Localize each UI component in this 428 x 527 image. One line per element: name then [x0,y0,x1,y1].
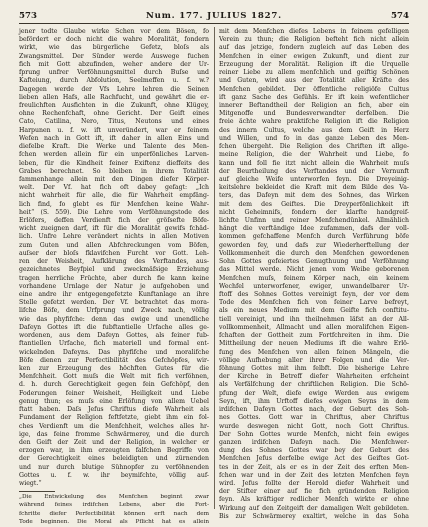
text-line: pfung der Welt, diefe ewige Werden aus ewigem [219,389,409,397]
text-line: fchen übergeht. Die Religion des Chriften ift allge- [219,143,409,151]
text-line: den Geift der Zeit und der Religion, in welcher er [19,438,209,446]
text-line: fich mit Gott abzufinden, weher andere der Ur- [19,60,209,68]
text-line: gezeichnetes Beyfpiel und zweckmäfsige Erziehung [19,266,209,274]
text-line: Gottes u. f. w. ihr beymifchte, völlig auf- [19,471,209,479]
text-line: lich find, fo glebt es für Menfchen keine Wahr- [19,200,209,208]
text-line: wiegt.“ [19,480,42,488]
footnote [19,494,209,527]
text-line: ches Verdienft um die Menfchheit, welches alles hr- [19,422,209,430]
text-line: d. h. durch Gerechtigkeit gegen fein Gefchöpf, den [19,381,209,389]
text-line: Menfchen Jefus derfelbe ewige Act des Geiftes Got- [219,455,409,463]
column-divider [214,27,215,509]
text-line: Menfchen gebildet. Der öffentliche religiöfe Cultus [219,85,409,93]
text-line: fprung unfrer Verföhnungsmittel durch Buſse und [19,69,209,77]
text-line: „Die Entwickelung des Menfchen beginnt zwar [19,494,209,501]
text-line: nes Gottes. Gott war in Chriftus, aber Chriftus [219,414,409,422]
text-line: föhnung Gottes mit ihm felbft. Die bisherige Lehre [219,364,409,372]
text-line: Tode des Menfchen fich von feiner Larve befreyt, [219,299,409,307]
text-line: lieben allen Hafs, alle Rachfucht, und gewährt die er- [19,93,209,101]
text-line: innerer Beftandtheil der Religion an fich, aber ein [219,101,409,109]
text-line: mit dem Menfchen diefes Lebens in feinem gefelligen [219,28,409,35]
text-line: wicht zueignen darf, ift für die Moralität gewifs fchäd- [19,225,209,233]
text-line: Foderungen feiner Weisheit, Heiligkeit und Liebe [19,389,209,397]
text-line: befördert er doch nicht die wahre Moralität, fondern [19,36,209,44]
footnote-separator [19,491,55,492]
text-line: während feines irdifchen Lebens, aber die Fort- [19,502,209,509]
text-line: der Stifter einer auf fie fich gründenden Religion [219,488,409,496]
text-line: nicht Geheimnifs, fondern der klarfte handgreif- [219,208,409,216]
text-line: Grabes berechnet. So bleiben in ihrem Totalität [19,167,209,175]
text-line: tiell vereinigt, und ihn theilnehmen läfst an der All- [219,315,409,323]
text-line: ren der Weisheit, Aufklärung des Verftandes, aus- [19,258,209,266]
text-line: Fundament der Religion feftfetzte, giebt ihm ein fol- [19,414,209,422]
text-line: ftoff des Sohnes Gottes vereinigt feyn, der vor dem [219,291,409,298]
text-line: der Kirche in Betreff diefer Wahrheiten erfcheint [219,373,409,381]
text-line: zum Guten und allen Abfchreckungen vom Böfen, [19,241,209,249]
text-line: fammenhange allein mit den Dingen diefer Körper- [19,175,209,183]
text-line: reiner Liebe zu allem menfchlich und geiftig Schönen [219,69,409,77]
text-line: ters, das Dafeyn mit dem des Sohnes, das Wirken [219,192,409,200]
text-line: welt. Der Vf. hat fich oft dabey gefagt: „Ich [19,184,209,192]
text-line: der Gerechtigkeit eines beleidigten und zürnenden [19,455,209,463]
text-line: ken zur Erzeugung des höchften Gutes für die [19,364,209,372]
text-line: Tode beginnen. Die Moral als Pflicht hat es allein [19,518,209,525]
text-line: Wechfel unterworfener, ewiger, unwandelbarer Ur- [219,282,409,290]
text-line: und Willen, und fo in das ganze Leben des Men- [219,134,409,142]
text-line: ganzen irdifchen Dafeyn nach. Die Menfchwer- [219,438,409,446]
issue-date-heading: Num. 177. JULIUS 1827. [146,11,282,21]
text-line: Harpunen u. f. w. ift unveründert, war er feinem [19,126,209,134]
text-line: wirkt, wie das bürgerliche Gefetz, bloſs als [19,44,209,52]
text-line: fchritte diefer Perfectibilität können erft nach dem [19,510,209,517]
text-line: Dagegen werde der Vfs Lehre lehren die Seinen [19,85,209,93]
text-line: Menfchheit. Gott muſs die Welt mit fich verföhnen, [19,373,209,381]
page-header [19,9,409,24]
text-line: das Mittel werde. Nicht jenen vom Weibe geborenen [219,266,409,274]
text-line: Verein zu thun; die Religion befteht fich nicht allein [219,36,409,44]
text-line: lich. Unfre Lehre verändert nichts in allen Motiven [19,233,209,241]
text-line: auf gleiche Weife unterworfen feyn. Die Dreyeinig- [219,175,409,183]
text-line: wurde deswegen nicht Gott, noch Gott Chriftus. [219,422,409,430]
text-line: hängt die verftändige Idee zufammen, dafs der voll- [219,225,409,233]
text-line: Vollkommenheit die durch den Menfchen gewordenen [219,249,409,257]
text-line: Cato, Catilina, Nero, Titus, Neutons und eines [19,118,209,126]
text-line: meine Religion, die der Wahrheit und Liebe, fo [219,151,409,159]
text-line: als ein neues Medium mit dem Geifte fich conftitu- [219,307,409,315]
text-line: kann und foll fie itzt nicht allein die Wahrheit muſs [219,159,409,167]
text-line: geworden fey, und dafs zur Wiederherftellung der [219,241,409,249]
text-line: des innern Cultus, welche aus dem Geift in Herz [219,126,409,134]
text-line: mit dem des Geiftes. Die Dreyperfönlichkeit ift [219,200,409,208]
page-number-right: 574 [391,11,409,21]
text-line: fchaften der Gottheit zum Fortfchreiten in ihm. Die [219,332,409,340]
page-number-left: 573 [19,11,37,21]
text-line: tes in der Zeit, als er es in der Zeit des erften Men- [219,463,409,471]
text-line: Mittheilung der neuen Mediums ift die wahre Erlö- [219,340,409,348]
text-line: Bis zur Schwärmerey exaltirt, welche in das Soha [219,512,409,520]
text-line: ohne Rechenfchaft, ohne Gericht. Der Geift eines [19,110,209,118]
text-line: nicht wahrheit für alle, die für Wahrheit empfäng- [19,192,209,200]
text-line: Seyn, ift, ihm Urftoff diefes ewigen Seyns in dem [219,397,409,405]
text-line: eine andre ihr entgegengefetzte Kunftanlage an ihre [19,291,209,298]
text-line: leben, für die Kindheit feiner Exiftenz dieffeits des [19,159,209,167]
text-line: tragen herrliche Früchte, aber durch fie kann keine [19,274,209,282]
text-line: als Verfälfchung der chriftlichen Religion. Die Schö- [219,381,409,389]
text-line: Wefen nach in Gott ift, ift daher in allen Eins und [19,134,209,142]
text-line: Kafteiung, durch Abfolution, Seelmeffen u. f. w.? [19,77,209,85]
text-line: und nur durch blutige Sühnopfer zu verföhnenden [19,463,209,471]
text-line: fung des Menfchen von allen feinen Mängeln, die [219,348,409,356]
text-line: freie ächte wahre praktifche Religion ift die Religion [219,118,409,126]
text-line: Sohn Gottes gefeiertes Genugthuung und Verföhnung [219,258,409,266]
text-line: der Beurtheilung des Verftandes und der Vernunft [219,167,409,175]
text-line: Wirkung auf den Zeitgeift der damaligen Welt gebildeten. [219,504,409,512]
text-line: wickelnden Dafeyns. Das phyfifche und moralifche [19,348,209,356]
text-line: keitslehre bekleidet die Kraft mit dem Bilde des Va- [219,184,409,192]
text-line: ftantiellen Urfache, fich materiell und formal ent- [19,340,209,348]
text-line: dung des Sohnes Gottes war bey der Geburt des [219,447,409,455]
text-line: ige, das feine fromme Schwärmerey, und die durch [19,430,209,438]
text-line: fchen war und in der Zeit des letzten Menfchen feyn [219,471,409,479]
text-line: auſser der bloſs fklavifchen Furcht vor Gott. Leh- [19,249,209,257]
text-line: Erlöfers, deffen Verdienft fich der gröſsefte Böfe- [19,217,209,225]
text-line: irdifchen Dafeyn Gottes nach, der Geburt des Soh- [219,406,409,414]
text-line: diefelbe Kraft. Die Werke und Talente des Men- [19,143,209,151]
text-line: vollkommenheit, Allmacht und allen moralifchen Eigen- [219,323,409,331]
text-line: feyn. Als kräftiger redlicher Menfch wirkte er ohne [219,496,409,504]
text-line: Mitgenoffe und Bundesverwandter derfelben. Die [219,110,409,118]
text-line: erzogen war, in ihm erzeugten falfchen Begriffe von [19,447,209,455]
text-line: Menfchen muſs, feinem Körper nach, ein keinem [219,274,409,282]
right-column [219,28,409,520]
text-line: jener todte Glaube wirke Schen vor dem Bösen, fo [19,28,209,35]
text-line: ftatt haben. Daſs Jefus Chriftus diefe Wahrheit als [19,406,209,414]
text-line: Erzeugung der Moralität. Religion ift die Urquelle [219,60,409,68]
text-line: völlige Aufhebung aller ihrer Folgen und die Ver- [219,356,409,364]
text-line: fchen werden allein für ein unperfönliches Larven- [19,151,209,159]
text-line: auf das jetzige, fondern zugleich auf das Leben des [219,44,409,52]
text-line: Zwangsmittel. Der Sünder werde Auswege fuchen [19,52,209,60]
text-line: Dafeyn Gottes ift die fubftantielle Urfache alles ge- [19,323,209,331]
text-line: freulichften Ausfichten in die Zukunft, ohne Klügey, [19,101,209,109]
text-line: heit“ (S. 559). Die Lehre vom Verföhnungstode des [19,208,209,216]
text-line: genug thun; es muſs eine Erlöfung von allem Uebel [19,397,209,405]
text-line: kommen gefchaffene Menfch durch Verführung böfe [219,233,409,241]
text-line: lichfte Unfinn und reiner Menfchendünkel. Allmählich [219,217,409,225]
text-line: Stelle gefetzt werden. Der Vf. betrachtet das mora- [19,299,209,307]
text-line: Menfchen in einer ewigen Zukunft, und dient zur [219,52,409,60]
text-line: Der Sohn Gottes wurde Menfch, nicht fein ewiges [219,430,409,438]
text-line: wie das phyfifche: denn das ewige und unendliche [19,315,209,323]
text-line: und Guten, wird aus der Totalität aller Kräfte des [219,77,409,85]
text-line: lifche Böfe, dem Urfprung und Zweck nach, völlig [19,307,209,315]
text-line: ift ganz Sache des Gefühls. Er ift kein wefentlicher [219,93,409,101]
text-line: wordenen, aus dem Dafeyn Gottes, als feiner fub- [19,332,209,340]
text-line: Böfe dienen zur Perfectibilität des Gefchöpfes, wir- [19,356,209,364]
text-line: vorhandene Urnlage der Natur je aufgehoben und [19,282,209,290]
left-column [19,28,209,525]
text-line: wird. Jefus follte der Herold diefer Wahrheit und [219,480,409,488]
